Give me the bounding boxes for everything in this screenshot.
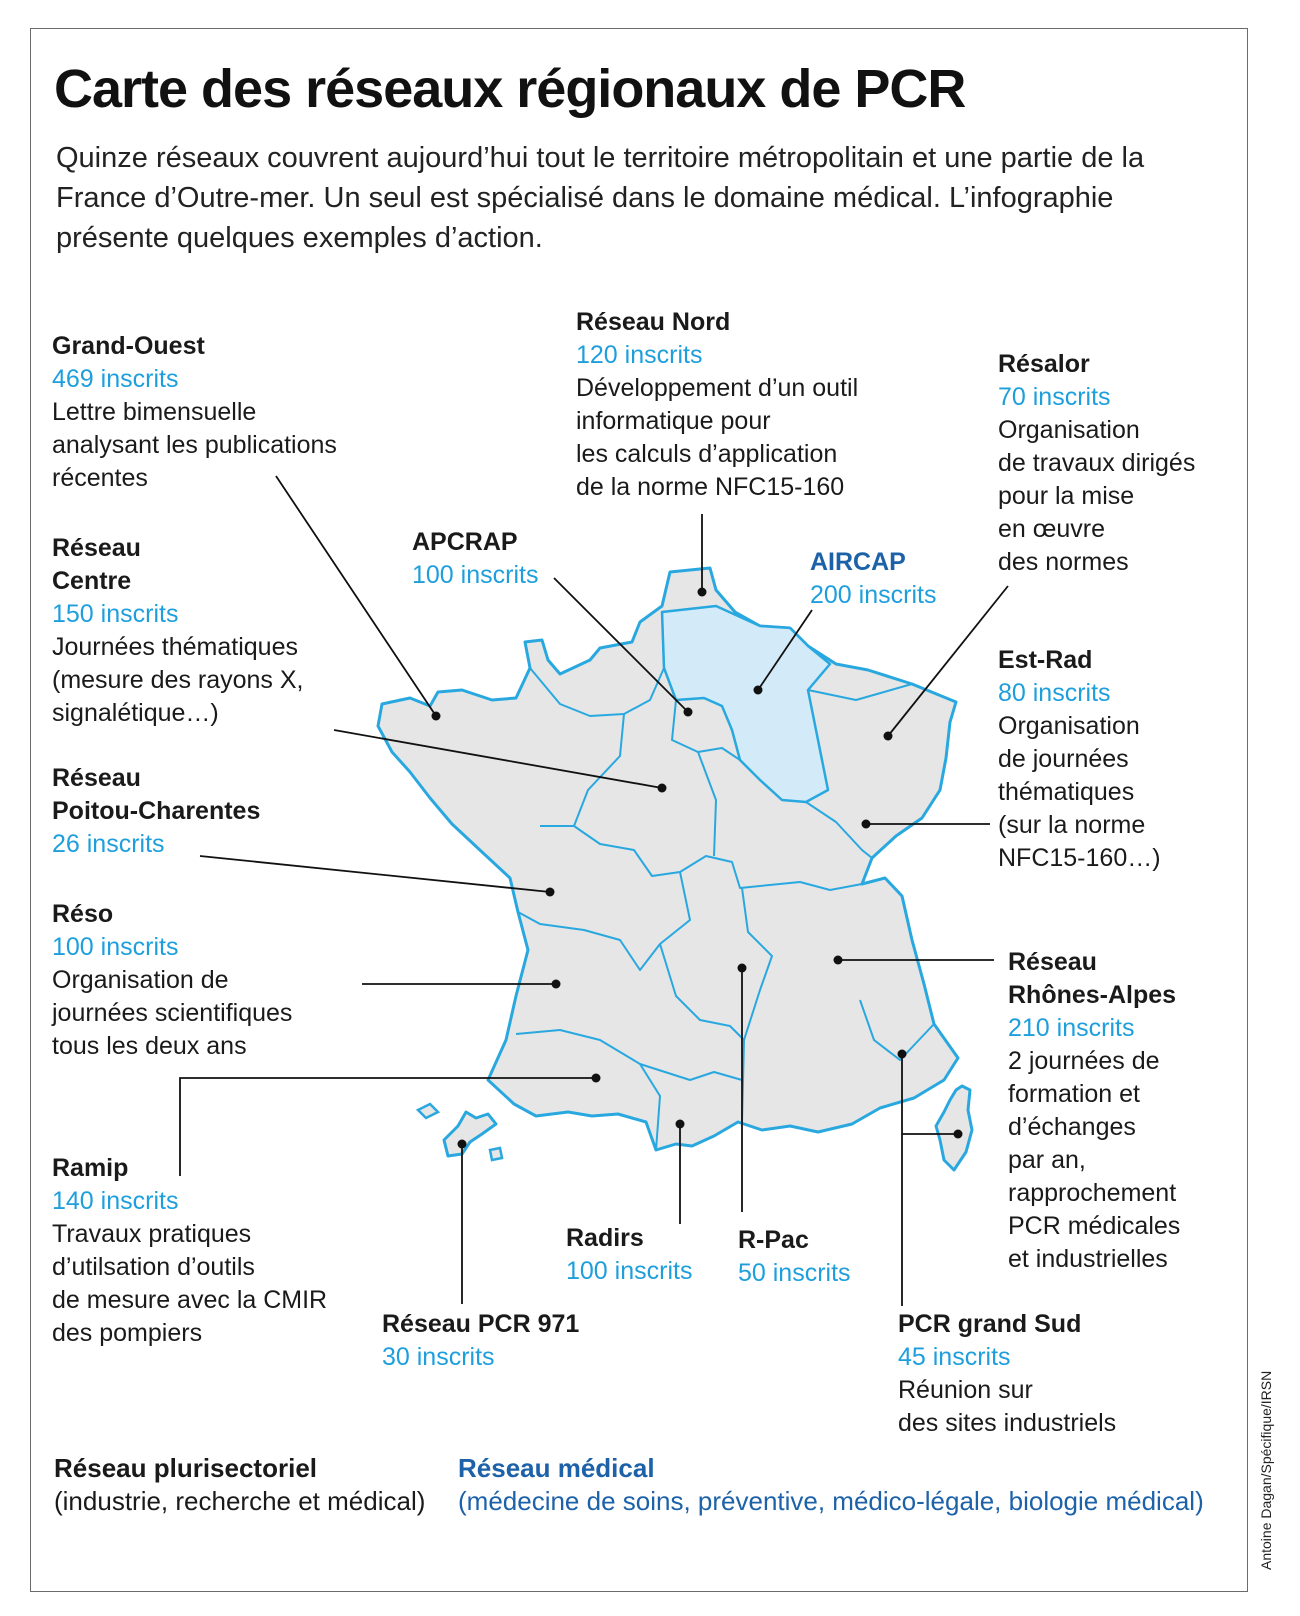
marker-centre bbox=[658, 784, 667, 793]
marker-pcr-grand-sud bbox=[898, 1050, 907, 1059]
network-inscrits: 30 inscrits bbox=[382, 1343, 495, 1371]
network-name: Grand-Ouest bbox=[52, 332, 205, 360]
marker-ramip bbox=[592, 1074, 601, 1083]
network-nord bbox=[576, 306, 858, 504]
network-inscrits: 210 inscrits bbox=[1008, 1014, 1135, 1042]
network-name: Résalor bbox=[998, 350, 1090, 378]
network-est-rad bbox=[998, 644, 1161, 875]
network-name: Réseau PCR 971 bbox=[382, 1310, 580, 1338]
marker-rpac bbox=[738, 964, 747, 973]
network-inscrits: 100 inscrits bbox=[52, 933, 179, 961]
network-action: 2 journées de formation et d’échanges par an, rapprochement PCR médicales et industrielles bbox=[1008, 1047, 1181, 1273]
network-name: PCR grand Sud bbox=[898, 1310, 1082, 1338]
network-action: Organisation de journées thématiques (sur la norme NFC15-160…) bbox=[998, 712, 1161, 872]
network-action: Réunion sur des sites industriels bbox=[898, 1376, 1117, 1437]
corsica-outline bbox=[936, 1086, 972, 1170]
marker-aircap bbox=[754, 686, 763, 695]
network-inscrits: 200 inscrits bbox=[810, 581, 937, 609]
photo-credit: Antoine Dagan/Spécifique/IRSN bbox=[1258, 1370, 1274, 1570]
network-inscrits: 100 inscrits bbox=[412, 561, 539, 589]
network-pcr-971 bbox=[382, 1308, 579, 1374]
network-name: Ramip bbox=[52, 1154, 129, 1182]
network-inscrits: 100 inscrits bbox=[566, 1257, 693, 1285]
network-action: Développement d’un outil informatique pour les calculs d’application de la norme NFC15-160 bbox=[576, 374, 859, 501]
marker-est-rad bbox=[862, 820, 871, 829]
marker-pcr971 bbox=[458, 1140, 467, 1149]
network-name: R-Pac bbox=[738, 1226, 809, 1254]
network-centre bbox=[52, 532, 304, 730]
marker-nord bbox=[698, 588, 707, 597]
legend-detail: (médecine de soins, préventive, médico-légale, biologie médical) bbox=[458, 1486, 1204, 1516]
network-poitou-charentes bbox=[52, 762, 260, 861]
page-subtitle: Quinze réseaux couvrent aujourd’hui tout le territoire métropolitain et une partie de la France d’Outre-mer. Un seul est spécialisé dans le domaine médical. L’infographie présente quelques exemples d’action. bbox=[56, 142, 1145, 254]
network-inscrits: 70 inscrits bbox=[998, 383, 1111, 411]
network-name: Réseau Centre bbox=[52, 534, 141, 595]
marker-reso bbox=[552, 980, 561, 989]
network-name: Réseau Rhônes-Alpes bbox=[1008, 948, 1177, 1009]
network-ramip bbox=[52, 1152, 327, 1350]
network-action: Travaux pratiques d’utilsation d’outils de mesure avec la CMIR des pompiers bbox=[52, 1220, 328, 1347]
network-radirs bbox=[566, 1222, 692, 1288]
network-grand-ouest bbox=[52, 330, 337, 495]
network-pcr-grand-sud bbox=[898, 1308, 1116, 1440]
network-name: Est-Rad bbox=[998, 646, 1093, 674]
network-action: Organisation de travaux dirigés pour la mise en œuvre des normes bbox=[998, 416, 1196, 576]
marker-poitou bbox=[546, 888, 555, 897]
network-name: Réseau Poitou-Charentes bbox=[52, 764, 261, 825]
network-aircap bbox=[810, 546, 936, 612]
marker-grand-ouest bbox=[432, 712, 441, 721]
network-inscrits: 120 inscrits bbox=[576, 341, 703, 369]
marker-corsica bbox=[954, 1130, 963, 1139]
network-rhone-alpes bbox=[1008, 946, 1180, 1276]
guadeloupe-islet-2 bbox=[490, 1148, 502, 1160]
marker-apcrap bbox=[684, 708, 693, 717]
network-inscrits: 26 inscrits bbox=[52, 830, 165, 858]
network-apcrap bbox=[412, 526, 538, 592]
network-inscrits: 469 inscrits bbox=[52, 365, 179, 393]
marker-radirs bbox=[676, 1120, 685, 1129]
network-inscrits: 45 inscrits bbox=[898, 1343, 1011, 1371]
legend-detail: (industrie, recherche et médical) bbox=[54, 1486, 426, 1516]
network-resalor bbox=[998, 348, 1195, 579]
page-title: Carte des réseaux régionaux de PCR bbox=[54, 59, 966, 119]
network-inscrits: 150 inscrits bbox=[52, 600, 179, 628]
network-action: Journées thématiques (mesure des rayons X, signalétique…) bbox=[52, 633, 304, 727]
guadeloupe-islet-1 bbox=[418, 1104, 438, 1118]
network-name: Radirs bbox=[566, 1224, 644, 1252]
legend-label: Réseau plurisectoriel bbox=[54, 1453, 317, 1483]
network-name: Réso bbox=[52, 900, 114, 928]
legend-medical bbox=[458, 1452, 1204, 1518]
network-name: AIRCAP bbox=[810, 548, 906, 576]
network-inscrits: 80 inscrits bbox=[998, 679, 1111, 707]
network-inscrits: 50 inscrits bbox=[738, 1259, 851, 1287]
network-r-pac bbox=[738, 1224, 851, 1290]
marker-rhone-alpes bbox=[834, 956, 843, 965]
network-inscrits: 140 inscrits bbox=[52, 1187, 179, 1215]
network-action: Lettre bimensuelle analysant les publications récentes bbox=[52, 398, 337, 492]
network-name: Réseau Nord bbox=[576, 308, 731, 336]
network-name: APCRAP bbox=[412, 528, 518, 556]
legend-label: Réseau médical bbox=[458, 1453, 655, 1483]
marker-resalor bbox=[884, 732, 893, 741]
network-action: Organisation de journées scientifiques tous les deux ans bbox=[52, 966, 293, 1060]
guadeloupe-outline bbox=[444, 1112, 496, 1156]
network-reso bbox=[52, 898, 292, 1063]
legend-plurisectoriel bbox=[54, 1452, 425, 1518]
